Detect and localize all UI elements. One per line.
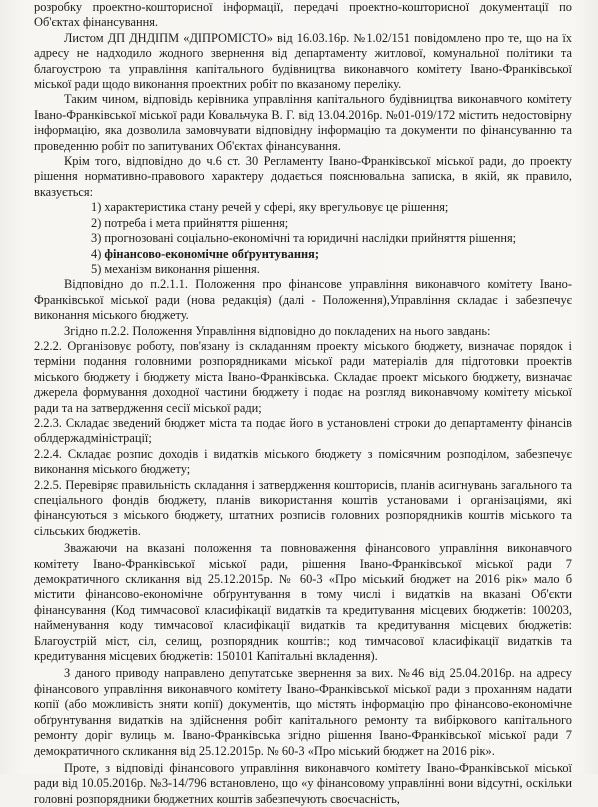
list-number: 4) <box>91 246 105 261</box>
list-item-bold-text: фінансово-економічне обґрунтування; <box>104 246 319 261</box>
paragraph: Зважаючи на вказані положення та повноваження фінансового управління виконавчого комітету Івано-Франківської міської ради, рішення Івано-Франківської міської ради 7 демократичного скликання від 25.12.2015р. № 60-3 «Про міський бюджет на 2016 рік» мало б містити фінансово-економічне обґрунтування в тому числі і видатків на вказані Об'єкти фінансування (Код тимчасової класифікації видатків та кредитування місцевих бюджетів: 100203, найменування коду тимчасової класифікації видатків та кредитування місцевих бюджетів: Благоустрій міст, сіл, селищ, розпорядник коштів:; код тимчасової класифікації видатків та кредитування місцевих бюджетів: 150101 Капітальні вкладення). <box>34 541 572 664</box>
list-item <box>34 247 572 262</box>
paragraph: Крім того, відповідно до ч.6 ст. 30 Регламенту Івано-Франківської міської ради, до проекту рішення нормативно-правового характеру додається пояснювальна записка, в якій, як правило, вказується: <box>34 154 572 199</box>
paragraph: 2.2.5. Перевіряє правильність складання і затвердження кошторисів, планів асигнувань загального та спеціального фондів бюджету, планів використання коштів установами і організаціями, які фінансуються з міського бюджету, штатних розписів головних розпорядників коштів міського та сільських бюджетів. <box>34 477 572 538</box>
paragraph: З даного приводу направлено депутатське звернення за вих. №46 від 25.04.2016р. на адресу фінансового управління виконавчого комітету Івано-Франківської міської ради з проханням надати копії (або можливість зняти копії) документів, що містять інформацію про фінансово-економічне обґрунтування видатків на здійснення робіт капітального ремонту та вибіркового капітального ремонту доріг вулиць м. Івано-Франківська згідно рішення Івано-Франківської міської ради 7 демократичного скликання від 25.12.2015р. № 60-3 «Про міський бюджет на 2016 рік». <box>34 666 572 758</box>
paragraph: розробку проектно-кошторисної інформації, передачі проектно-кошторисної документації по Об'єктах фінансування. <box>34 0 572 30</box>
paragraph: 2.2.4. Складає розпис доходів і видатків міського бюджету з помісячним розподілом, забезпечує виконання міського бюджету; <box>34 446 572 477</box>
paragraph: 2.2.2. Організовує роботу, пов'язану із складанням проекту міського бюджету, визначає порядок і терміни подання головними розпорядниками міської ради матеріалів для підготовки проектів міського бюджету і бюджету міста Івано-Франківська. Складає проект міського бюджету, визначає джерела формування доходної частини бюджету і подає на розгляд виконавчому комітету міської ради та на затвердження сесії міської ради; <box>34 338 572 415</box>
paragraph: Згідно п.2.2. Положення Управління відповідно до покладених на нього завдань: <box>64 323 491 338</box>
list-item: 2) потреба і мета прийняття рішення; <box>91 215 289 230</box>
document-body <box>34 0 572 807</box>
paragraph: Відповідно до п.2.1.1. Положення про фінансове управління виконавчого комітету Івано-Франківської міської ради (нова редакція) (далі - Положення),Управління складає і забезпечує виконання міського бюджету. <box>34 277 572 323</box>
paragraph: Проте, з відповіді фінансового управління виконавчого комітету Івано-Франківської міської ради від 10.05.2016р. №3-14/796 встановлено, що «у фінансовому управлінні вони відсутні, оскільки головні розпорядники бюджетних коштів забезпечують своєчасність, <box>34 760 572 806</box>
paragraph: Таким чином, відповідь керівника управління капітального будівництва виконавчого комітету Івано-Франківської міської ради Ковальчука В. Г. від 13.04.2016р. №01-019/172 містить недостовірну інформацію, яка дозволила замовчувати відповідну інформацію та документи по фінансуванню та проведенню робіт по запитуваних Об'єктах фінансування. <box>34 92 572 153</box>
list-item: 5) механізм виконання рішення. <box>91 261 260 276</box>
paragraph: Листом ДП ДНДІПМ «ДІПРОМІСТО» від 16.03.16р. №1.02/151 повідомлено про те, що на їх адресу не надходило жодного звернення від департаменту житлової, комунальної політики та благоустрою та управління капітального будівництва виконавчого комітету Івано-Франківської міської ради щодо виконання проектних робіт по вказаному переліку. <box>34 30 572 92</box>
paragraph: 2.2.3. Складає зведений бюджет міста та подає його в установлені строки до департаменту фінансів облдержадміністрації; <box>34 415 572 446</box>
list-item: 3) прогнозовані соціально-економічні та юридичні наслідки прийняття рішення; <box>91 231 517 246</box>
list-item: 1) характеристика стану речей у сфері, яку врегульовує це рішення; <box>91 200 449 215</box>
